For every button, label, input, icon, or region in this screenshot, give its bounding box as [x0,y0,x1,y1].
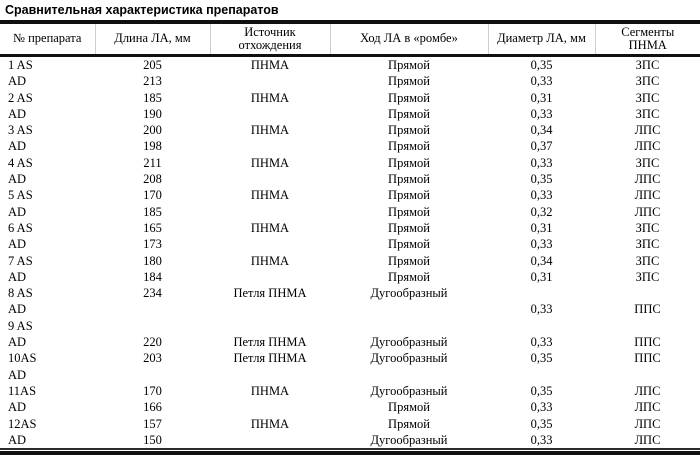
cell-diameter: 0,33 [530,335,553,350]
table-row [0,171,700,187]
column-header-num: № препарата [0,24,95,56]
table-row [0,106,700,122]
cell-length [95,301,210,317]
table-title: Сравнительная характеристика препаратов [5,3,279,17]
cell-source: ПНМА [250,253,290,268]
cell-source: ПНМА [250,123,290,138]
cell-course: Дугообразный [370,286,448,301]
table-header [0,24,700,56]
cell-diameter: 0,35 [530,58,553,72]
cell-source [210,73,330,89]
cell-segment: ЗПС [635,269,660,284]
cell-segment: ЛПС [634,204,661,219]
cell-source [210,106,330,122]
cell-specimen-number: 8 AS [8,286,33,301]
cell-length: 198 [143,139,162,154]
cell-source: ПНМА [250,90,290,105]
cell-segment: ЛПС [634,139,661,154]
cell-course: Прямой [388,220,430,235]
cell-source: ПНМА [250,188,290,203]
cell-length: 220 [143,335,162,350]
cell-segment: ЗПС [635,155,660,170]
cell-diameter: 0,32 [530,204,553,219]
cell-segment: ППС [634,302,661,317]
cell-length: 211 [143,155,162,170]
cell-segment: ЛПС [634,432,661,447]
cell-course: Прямой [388,269,430,284]
cell-diameter: 0,34 [530,253,553,268]
table-row [0,204,700,220]
cell-source: ПНМА [250,383,290,398]
cell-source: ПНМА [250,155,290,170]
cell-segment: ЗПС [635,106,660,121]
cell-source [210,236,330,252]
cell-course: Дугообразный [370,351,448,366]
cell-segment: ЛПС [634,400,661,415]
cell-source [210,432,330,448]
cell-source: ПНМА [250,220,290,235]
header-row [0,24,700,56]
table-row [0,90,700,106]
cell-diameter: 0,33 [530,74,553,89]
cell-course [330,367,488,383]
cell-course [330,318,488,334]
column-header-diameter: Диаметр ЛА, мм [488,24,595,56]
cell-course: Прямой [388,139,430,154]
table-body [0,56,700,449]
table-row [0,367,700,383]
cell-source: ПНМА [250,58,290,72]
cell-segment: ЗПС [635,220,660,235]
cell-diameter: 0,35 [530,383,553,398]
cell-specimen-number: AD [8,139,27,154]
cell-specimen-number: AD [8,237,27,252]
cell-source: ПНМА [250,416,290,431]
cell-segment: ЛПС [634,172,661,187]
table-row [0,318,700,334]
cell-segment: ЛПС [634,416,661,431]
cell-specimen-number: 3 AS [8,123,33,138]
cell-length: 234 [143,286,162,301]
cell-course: Дугообразный [370,383,448,398]
cell-course: Прямой [388,204,430,219]
cell-specimen-number: 12AS [8,416,37,431]
table-row [0,399,700,415]
cell-specimen-number: AD [8,432,27,447]
cell-course: Прямой [388,74,430,89]
cell-course: Прямой [388,400,430,415]
cell-specimen-number: AD [8,204,27,219]
cell-length: 185 [143,90,162,105]
cell-length [95,367,210,383]
cell-length: 200 [143,123,162,138]
cell-source [210,171,330,187]
cell-diameter: 0,37 [530,139,553,154]
cell-segment [595,367,700,383]
table-row [0,416,700,432]
cell-course: Дугообразный [370,432,448,447]
table-row [0,236,700,252]
cell-source: Петля ПНМА [233,335,307,350]
cell-specimen-number: AD [8,400,27,415]
table-row [0,383,700,399]
cell-length: 150 [143,432,162,447]
cell-segment: ППС [634,351,661,366]
cell-course: Прямой [388,106,430,121]
cell-course: Прямой [388,188,430,203]
table-row [0,138,700,154]
cell-diameter: 0,34 [530,123,553,138]
cell-segment: ЗПС [635,90,660,105]
cell-diameter [488,285,595,301]
cell-diameter: 0,33 [530,400,553,415]
cell-segment: ЛПС [634,123,661,138]
table-row [0,350,700,366]
table-row [0,73,700,89]
column-header-course: Ход ЛА в «ромбе» [330,24,488,56]
cell-length: 205 [143,58,162,72]
cell-length [95,318,210,334]
cell-segment: ЗПС [635,58,660,72]
cell-source [210,269,330,285]
cell-length: 208 [143,172,162,187]
column-header-segments: Сегменты ПНМА [595,24,700,56]
cell-diameter: 0,33 [530,155,553,170]
cell-source [210,318,330,334]
cell-specimen-number: AD [8,74,27,89]
cell-diameter [488,367,595,383]
cell-source [210,301,330,317]
cell-source [210,204,330,220]
table-row [0,334,700,350]
cell-segment [595,318,700,334]
table-row [0,253,700,269]
cell-specimen-number: AD [8,302,27,317]
cell-diameter: 0,35 [530,351,553,366]
table-row [0,285,700,301]
cell-specimen-number: AD [8,172,27,187]
cell-specimen-number: 5 AS [8,188,33,203]
cell-specimen-number: 10AS [8,351,37,366]
cell-diameter [488,318,595,334]
cell-specimen-number: 4 AS [8,155,33,170]
cell-length: 190 [143,106,162,121]
table-row [0,155,700,171]
cell-segment: ЗПС [635,253,660,268]
table-row [0,301,700,317]
cell-course: Прямой [388,253,430,268]
cell-specimen-number: AD [8,367,27,382]
cell-diameter: 0,33 [530,106,553,121]
cell-diameter: 0,35 [530,416,553,431]
cell-segment: ЛПС [634,383,661,398]
cell-specimen-number: AD [8,269,27,284]
cell-diameter: 0,31 [530,90,553,105]
table-row [0,56,700,74]
bottom-rule-thin-line [0,448,700,450]
table-row [0,122,700,138]
cell-diameter: 0,31 [530,220,553,235]
cell-length: 170 [143,383,162,398]
cell-diameter: 0,33 [530,237,553,252]
cell-length: 173 [143,237,162,252]
cell-segment: ЗПС [635,74,660,89]
cell-source [210,399,330,415]
cell-segment: ППС [634,335,661,350]
cell-length: 157 [143,416,162,431]
cell-diameter: 0,33 [530,302,553,317]
cell-length: 170 [143,188,162,203]
table-row [0,269,700,285]
cell-specimen-number: 7 AS [8,253,33,268]
cell-source: Петля ПНМА [233,351,307,366]
cell-length: 165 [143,220,162,235]
column-header-source: Источник отхождения [210,24,330,56]
cell-diameter: 0,35 [530,172,553,187]
cell-course [330,301,488,317]
table-row [0,220,700,236]
cell-length: 184 [143,269,162,284]
table-row [0,187,700,203]
cell-course: Прямой [388,90,430,105]
cell-source [210,367,330,383]
cell-specimen-number: AD [8,106,27,121]
cell-specimen-number: 1 AS [8,58,33,72]
cell-specimen-number: 6 AS [8,220,33,235]
cell-course: Прямой [388,237,430,252]
cell-specimen-number: 9 AS [8,318,33,333]
comparison-table [0,24,700,448]
cell-specimen-number: 11AS [8,383,37,398]
bottom-rule [0,448,700,455]
cell-course: Прямой [388,123,430,138]
cell-specimen-number: AD [8,335,27,350]
cell-course: Дугообразный [370,335,448,350]
cell-course: Прямой [388,58,430,72]
cell-source: Петля ПНМА [233,286,307,301]
cell-diameter: 0,33 [530,188,553,203]
table-row [0,432,700,448]
bottom-rule-thick-line [0,451,700,455]
cell-course: Прямой [388,416,430,431]
cell-diameter: 0,31 [530,269,553,284]
cell-specimen-number: 2 AS [8,90,33,105]
cell-length: 166 [143,400,162,415]
cell-course: Прямой [388,172,430,187]
cell-length: 213 [143,74,162,89]
cell-source [210,138,330,154]
cell-segment [595,285,700,301]
cell-course: Прямой [388,155,430,170]
cell-segment: ЛПС [634,188,661,203]
cell-length: 180 [143,253,162,268]
column-header-length: Длина ЛА, мм [95,24,210,56]
cell-length: 185 [143,204,162,219]
cell-length: 203 [143,351,162,366]
cell-diameter: 0,33 [530,432,553,447]
cell-segment: ЗПС [635,237,660,252]
